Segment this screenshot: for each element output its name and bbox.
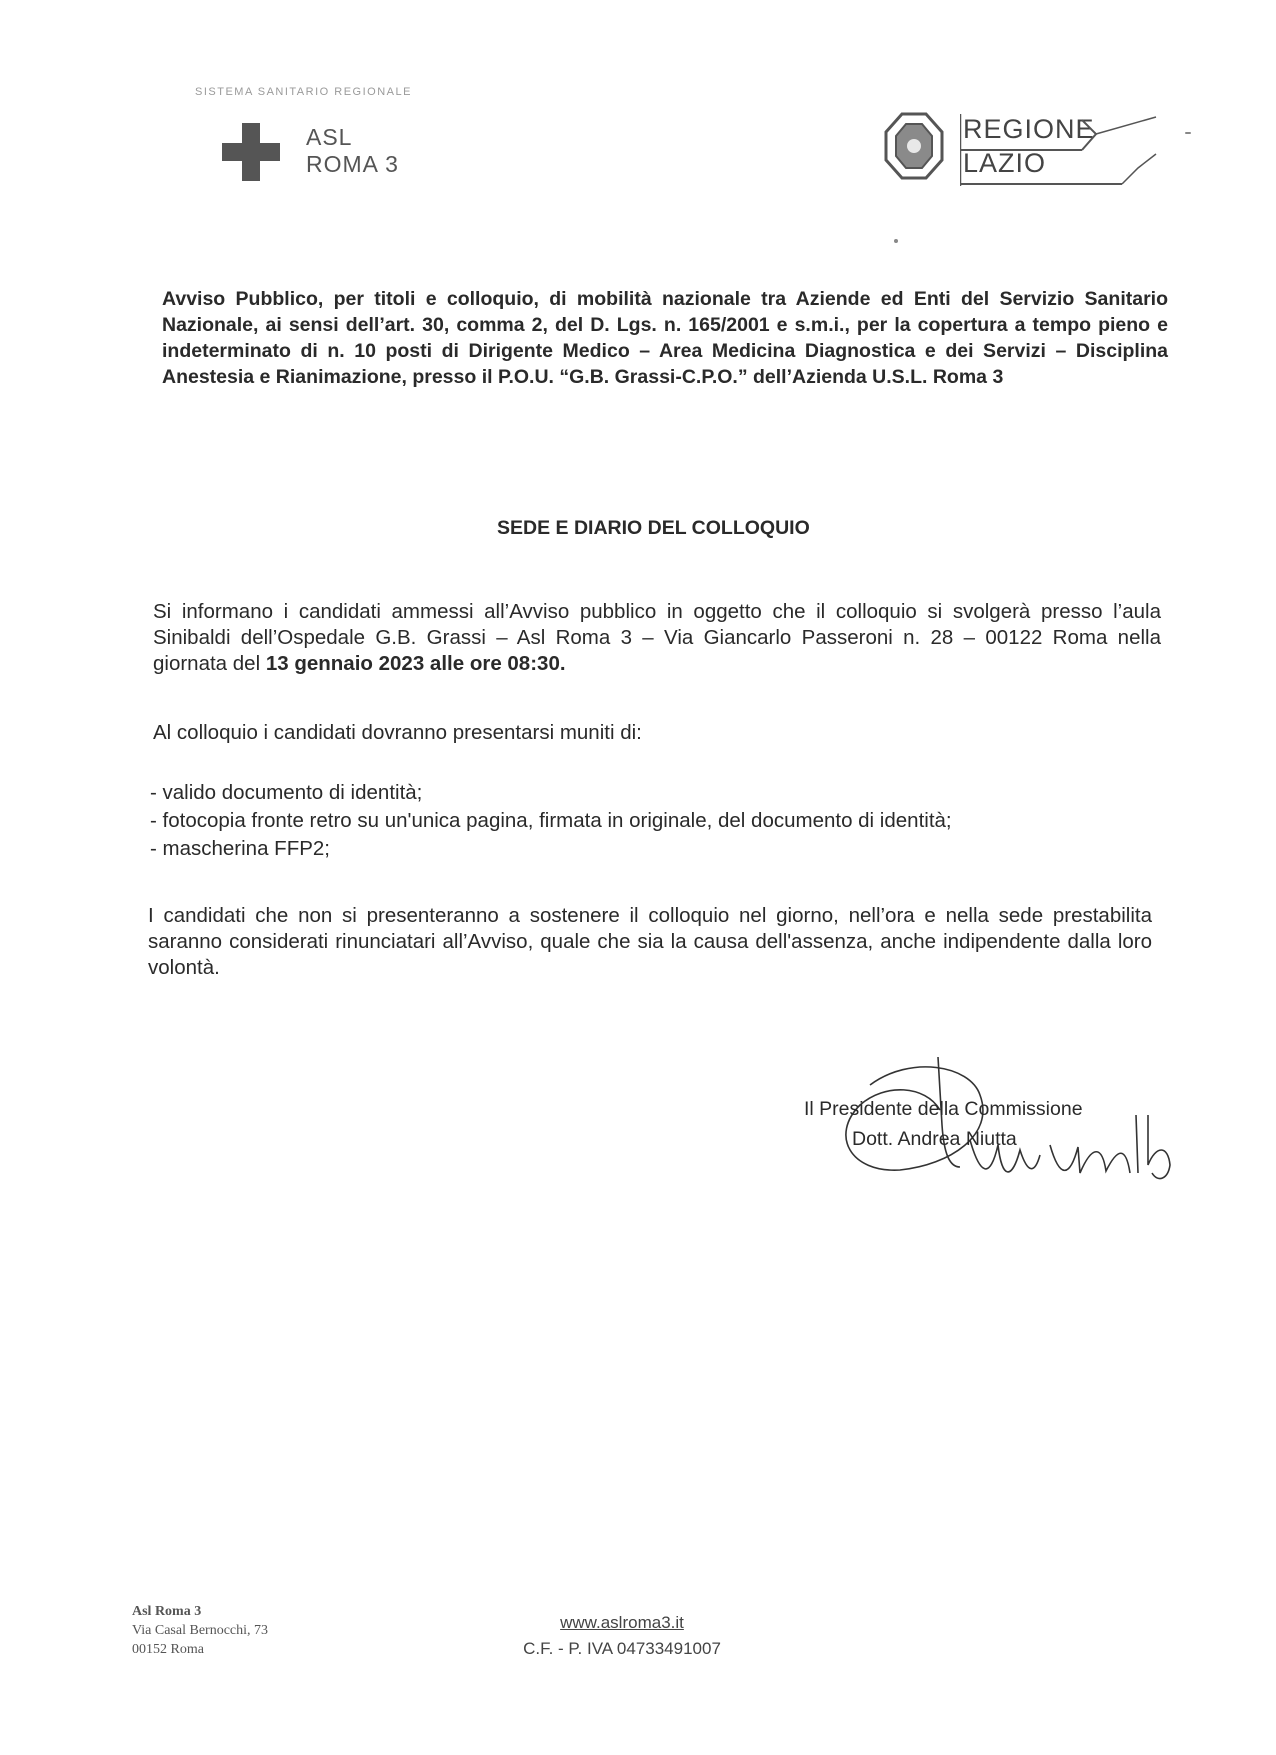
scan-speck <box>1185 132 1191 134</box>
footer-tax-id: C.F. - P. IVA 04733491007 <box>523 1639 721 1658</box>
paragraph-interview-location <box>153 599 1161 677</box>
paragraph-interview-location-text: Si informano i candidati ammessi all’Avviso pubblico in oggetto che il colloquio si svolgerà presso l’aula Sinibaldi dell’Ospedale G.B. Grassi – Asl Roma 3 – Via Giancarlo Passeroni n. 28 – 00122 Roma nella giornata del <box>153 600 1161 675</box>
interview-date-time: 13 gennaio 2023 alle ore 08:30. <box>265 652 566 675</box>
asl-logo-line2: ROMA 3 <box>306 151 399 177</box>
signatory-role: Il Presidente della Commissione <box>804 1098 1083 1120</box>
asl-logo-line1: ASL <box>306 124 353 150</box>
paragraph-requirements-intro: Al colloquio i candidati dovranno presentarsi muniti di: <box>153 721 642 744</box>
list-item: - fotocopia fronte retro su un'unica pagina, firmata in originale, del documento di identità; <box>150 809 952 832</box>
region-logo-line1: REGIONE <box>963 114 1095 144</box>
asl-logo-text <box>306 124 399 178</box>
list-item: - valido documento di identità; <box>150 781 423 804</box>
region-logo-line2: LAZIO <box>963 148 1047 178</box>
regional-system-label: SISTEMA SANITARIO REGIONALE <box>195 86 412 98</box>
footer-city: 00152 Roma <box>132 1642 204 1657</box>
footer-org: Asl Roma 3 <box>132 1604 202 1619</box>
signatory-name: Dott. Andrea Niutta <box>852 1128 1017 1150</box>
signature-block <box>804 1094 1083 1154</box>
footer-website-link[interactable]: www.aslroma3.it <box>560 1613 684 1632</box>
scan-speck <box>894 239 898 243</box>
asl-cross-logo-icon <box>222 123 280 181</box>
section-heading: SEDE E DIARIO DEL COLLOQUIO <box>497 517 810 539</box>
footer-address <box>132 1602 268 1659</box>
footer-street: Via Casal Bernocchi, 73 <box>132 1623 269 1638</box>
footer-contact <box>472 1610 772 1662</box>
list-item: - mascherina FFP2; <box>150 837 330 860</box>
region-logo-lines-icon <box>960 112 1160 188</box>
lazio-emblem-icon <box>884 110 944 182</box>
notice-intro: Avviso Pubblico, per titoli e colloquio, di mobilità nazionale tra Aziende ed Enti del Servizio Sanitario Nazionale, ai sensi dell’art. 30, comma 2, del D. Lgs. n. 165/2001 e s.m.i., per la copertura a tempo pieno e indeterminato di n. 10 posti di Dirigente Medico – Area Medicina Diagnostica e dei Servizi – Disciplina Anestesia e Rianimazione, presso il P.O.U. “G.B. Grassi-C.P.O.” dell’Azienda U.S.L. Roma 3 <box>162 288 1168 388</box>
paragraph-absence-notice: I candidati che non si presenteranno a sostenere il colloquio nel giorno, nell’ora e nella sede prestabilita saranno considerati rinunciatari all’Avviso, quale che sia la causa dell'assenza, anche indipendente dalla loro volontà. <box>148 904 1152 979</box>
requirements-list <box>150 779 1150 863</box>
